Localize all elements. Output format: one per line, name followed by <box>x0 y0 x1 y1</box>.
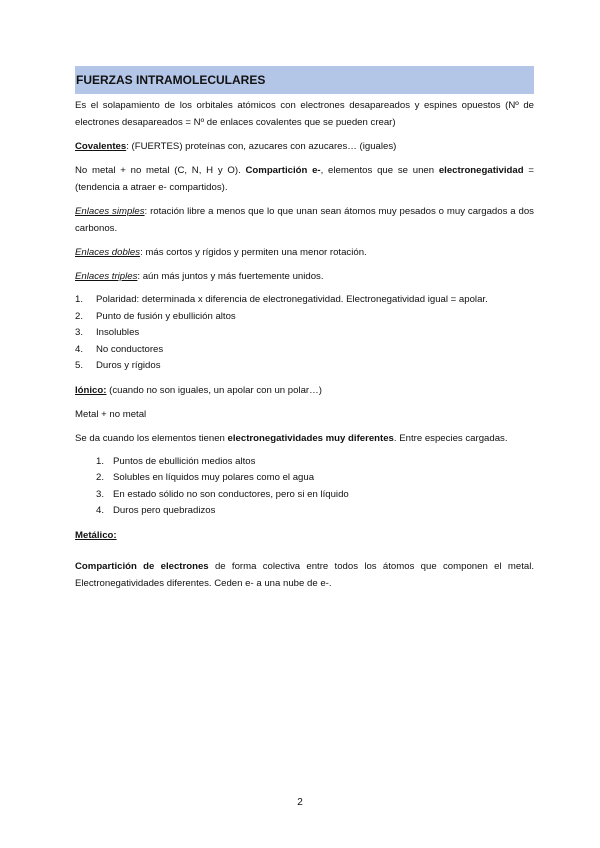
page-content <box>75 66 534 599</box>
enlaces-dobles-label: Enlaces dobles <box>75 247 141 258</box>
list-item <box>75 454 534 471</box>
enlaces-simples-paragraph <box>75 203 534 237</box>
list-text: Polaridad: determinada x diferencia de electronegatividad. Electronegatividad igual = apolar. <box>96 294 488 305</box>
ionic-properties-list <box>75 454 534 520</box>
enlaces-simples-text: : rotación libre a menos que lo que unan sean átomos muy pesados o muy cargados a dos carbonos. <box>75 206 534 234</box>
page-number: 2 <box>297 797 303 808</box>
list-number: 1. <box>96 455 105 467</box>
se-da-paragraph <box>75 430 534 447</box>
list-number: 3. <box>75 327 84 338</box>
list-item <box>75 292 534 309</box>
list-text: Insolubles <box>96 327 140 338</box>
list-number: 5. <box>75 360 84 371</box>
enlaces-triples-label: Enlaces triples <box>75 271 138 282</box>
comparticion-text: de forma colectiva entre todos los átomos que componen el metal. Electronegatividades diferentes. Ceden e- a una nube de e-. <box>75 560 534 589</box>
ionico-paragraph <box>75 382 534 399</box>
list-item <box>75 470 534 487</box>
covalentes-paragraph <box>75 138 534 155</box>
list-number: 4. <box>96 505 105 516</box>
electronegatividades-bold: electronegatividades muy diferentes <box>227 432 394 444</box>
nometal-text-1: No metal + no metal (C, N, H y O). <box>75 165 246 176</box>
enlaces-dobles-text: : más cortos y rígidos y permiten una menor rotación. <box>140 247 367 258</box>
list-number: 3. <box>96 488 105 500</box>
ionico-text: (cuando no son iguales, un apolar con un polar…) <box>106 384 322 396</box>
comparticion-electrones-bold: Compartición de electrones <box>75 560 209 572</box>
list-item <box>75 487 534 504</box>
list-number: 2. <box>75 310 84 322</box>
comparticion-paragraph <box>75 558 534 592</box>
nometal-text-2: , elementos que se unen <box>320 165 439 176</box>
metalico-heading: Metálico: <box>75 529 117 541</box>
enlaces-triples-text: : aún más juntos y más fuertemente unidos. <box>137 271 324 282</box>
list-item <box>75 309 534 326</box>
covalent-properties-list <box>75 292 534 375</box>
enlaces-dobles-paragraph <box>75 244 534 261</box>
covalentes-text: : (FUERTES) proteínas con, azucares con azucares… (iguales) <box>126 141 397 152</box>
intro-paragraph: Es el solapamiento de los orbitales atómicos con electrones desapareados y espines opuestos (Nº de electrones desapareados = Nº de enlaces covalentes que se pueden crear) <box>75 100 534 128</box>
list-number: 1. <box>75 294 84 305</box>
list-item <box>75 503 534 520</box>
metal-no-metal-paragraph: Metal + no metal <box>75 408 147 420</box>
list-text: No conductores <box>96 343 164 355</box>
se-da-text-2: . Entre especies cargadas. <box>393 432 508 444</box>
enlaces-simples-label: Enlaces simples <box>75 206 145 217</box>
enlaces-triples-paragraph <box>75 268 534 285</box>
metalico-paragraph <box>75 527 534 544</box>
list-text: En estado sólido no son conductores, pero si en líquido <box>113 488 349 500</box>
se-da-text-1: Se da cuando los elementos tienen <box>75 432 228 444</box>
list-number: 2. <box>96 472 105 483</box>
covalentes-heading: Covalentes <box>75 141 127 152</box>
nometal-paragraph <box>75 162 534 196</box>
section-title: FUERZAS INTRAMOLECULARES <box>75 66 534 94</box>
ionico-heading: Iónico: <box>75 384 107 396</box>
electronegatividad-bold: electronegatividad <box>438 165 524 176</box>
list-text: Duros y rígidos <box>96 360 161 371</box>
list-text: Duros pero quebradizos <box>113 505 216 516</box>
list-item <box>75 358 534 375</box>
nometal-text-3: = (tendencia a atraer e- compartidos). <box>75 165 534 193</box>
list-text: Punto de fusión y ebullición altos <box>96 310 236 322</box>
list-text: Puntos de ebullición medios altos <box>113 455 256 467</box>
list-item <box>75 342 534 359</box>
list-item <box>75 325 534 342</box>
list-text: Solubles en líquidos muy polares como el agua <box>113 472 315 483</box>
comparticion-bold: Compartición e- <box>245 165 321 176</box>
list-number: 4. <box>75 343 84 355</box>
